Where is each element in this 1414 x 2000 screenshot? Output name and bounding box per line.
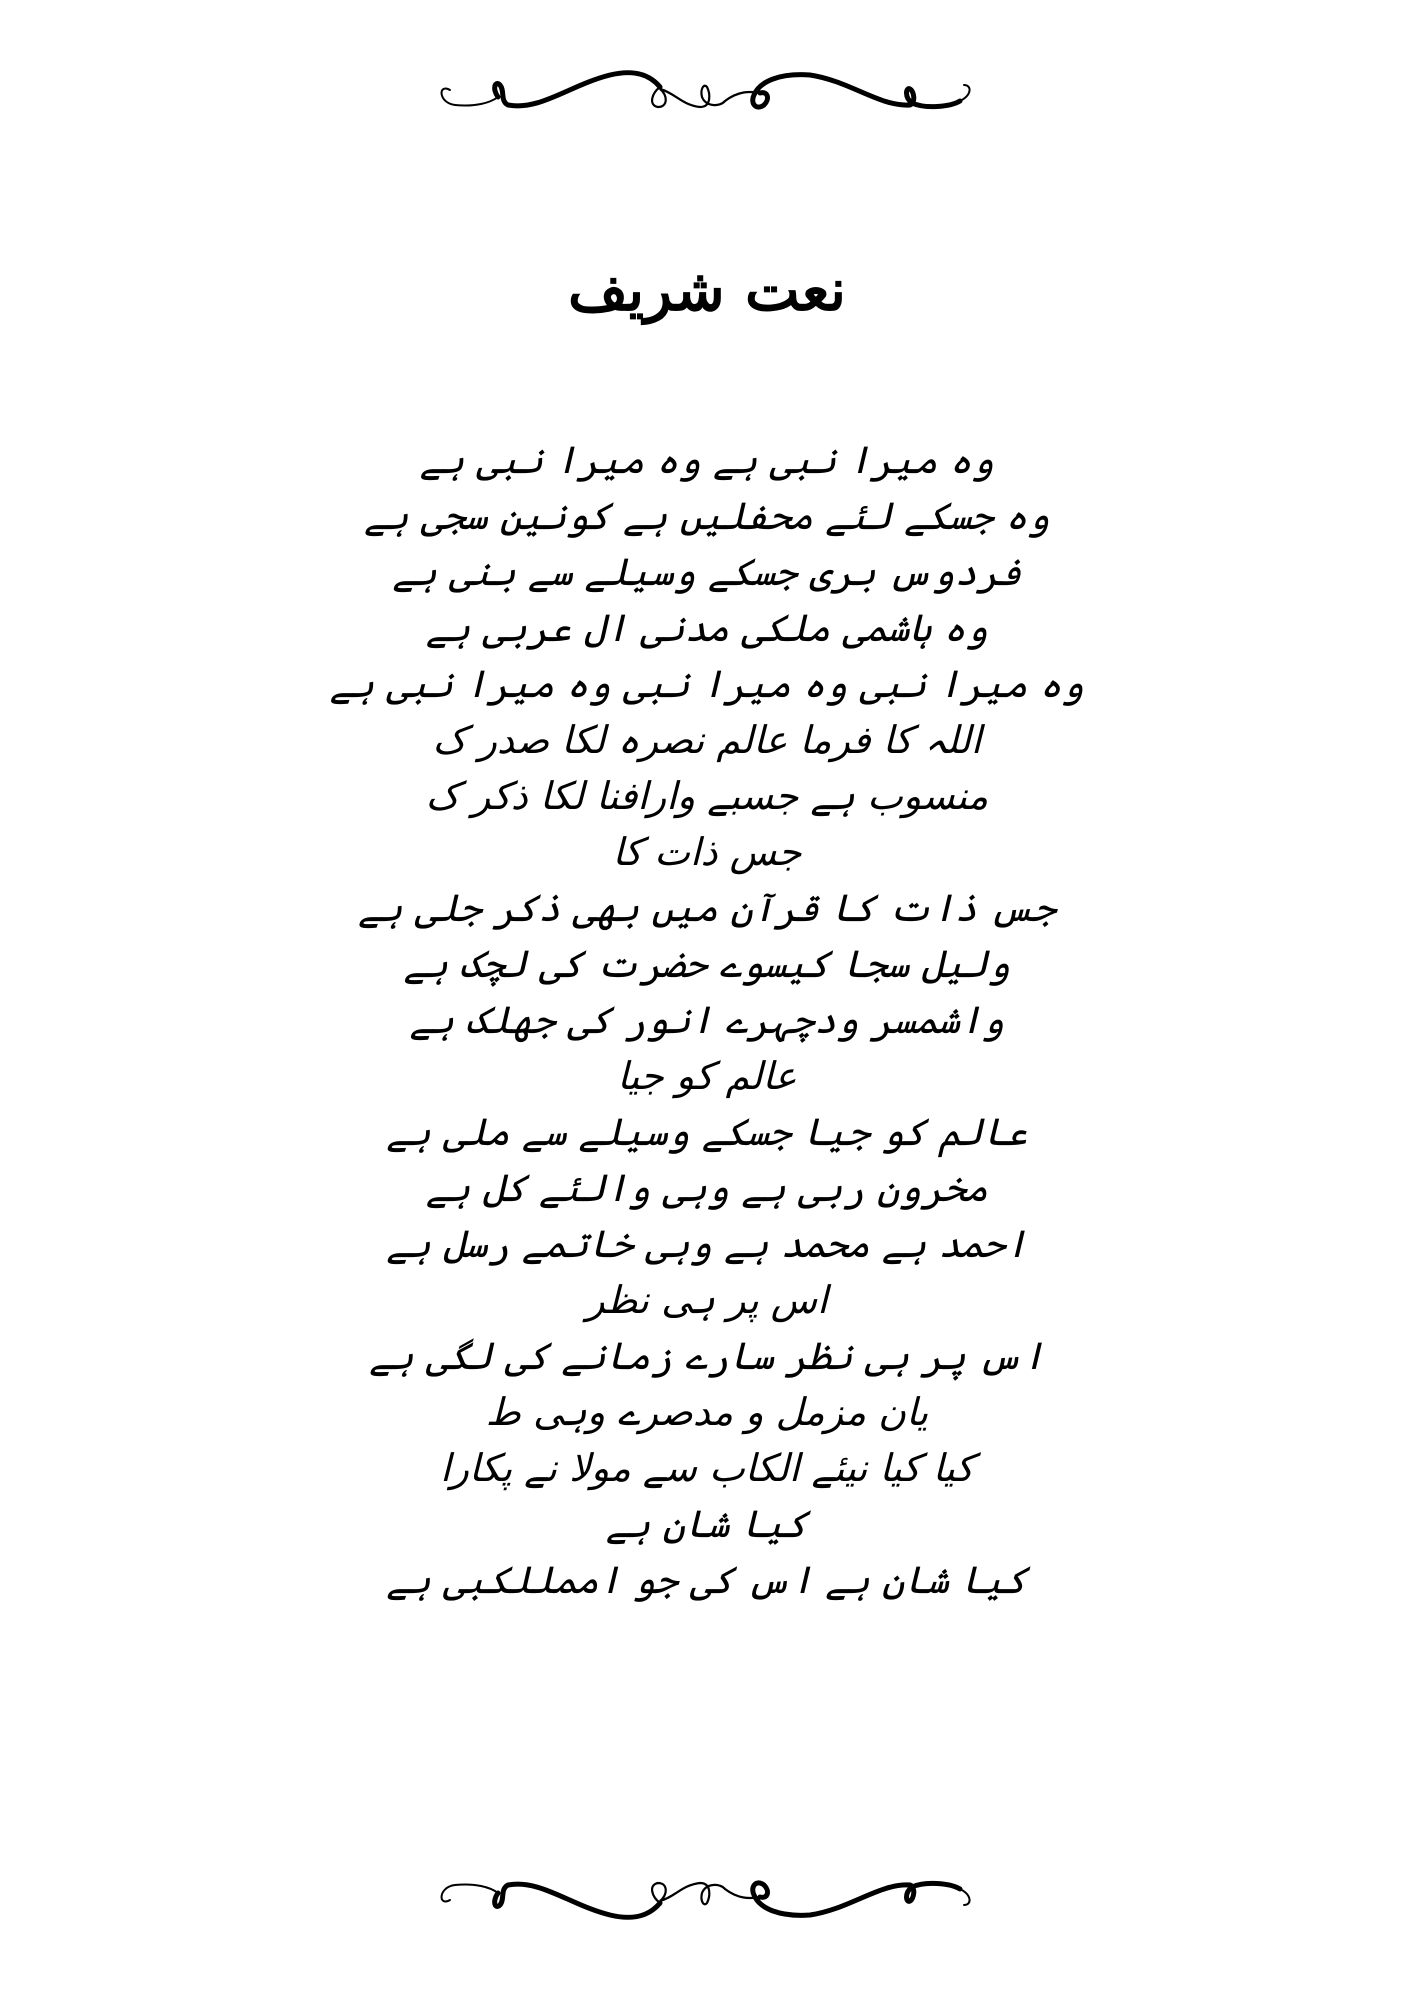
poem-body [0, 432, 1414, 1608]
poem-line: وہ میرا نبی ہے وہ میرا نبی ہے [419, 438, 995, 482]
poem-line: وہ جسکے لئے محفلیں ہے کونین سجی ہے [364, 494, 1050, 538]
poem-line: کیا کیا نیئے الکاب سے مولا نے پکارا [440, 1446, 974, 1490]
poem-line: کیا شان ہے [605, 1502, 809, 1546]
poem-line: مخرون ربی ہے وہی والئے کل ہے [425, 1166, 989, 1210]
poem-line: یان مزمل و مدصرے وہی ط [485, 1390, 929, 1434]
page-title: نعت شریف [567, 256, 847, 324]
poem-line: عالم کو جیا جسکے وسیلے سے ملی ہے [386, 1110, 1028, 1154]
poem-line: اس پر ہی نظر [586, 1278, 828, 1322]
poem-line: وہ ہاشمی ملکی مدنی ال عربی ہے [425, 606, 989, 650]
poem-line: احمد ہے محمد ہے وہی خاتمے رسل ہے [386, 1222, 1028, 1266]
poem-line: جس ذات کا قرآن میں بھی ذکر جلی ہے [358, 886, 1056, 930]
poem-line: واشمسر ودچہرے انور کی جھلک ہے [409, 998, 1005, 1042]
bottom-ornament-divider [420, 1865, 994, 1945]
flourish-icon [420, 45, 994, 125]
poem-line: جس ذات کا [612, 830, 802, 874]
flourish-icon [420, 1865, 994, 1945]
poem-line: اللہ کا فرما عالم نصرہ لکا صدر ک [432, 718, 982, 762]
poem-line: عالم کو جیا [617, 1054, 797, 1098]
poem-line: کیا شان ہے اس کی جو اممللکبی ہے [386, 1558, 1028, 1602]
poem-line: فردوس بری جسکے وسیلے سے بنی ہے [392, 550, 1022, 594]
poem-line: وہ میرا نبی وہ میرا نبی وہ میرا نبی ہے [329, 662, 1085, 706]
top-ornament-divider [420, 45, 994, 125]
poem-line: اس پر ہی نظر سارے زمانے کی لگی ہے [369, 1334, 1045, 1378]
poem-line: ولیل سجا کیسوے حضرت کی لچک ہے [403, 942, 1011, 986]
poem-line: منسوب ہے جسبے وارافنا لکا ذکر ک [425, 774, 989, 818]
